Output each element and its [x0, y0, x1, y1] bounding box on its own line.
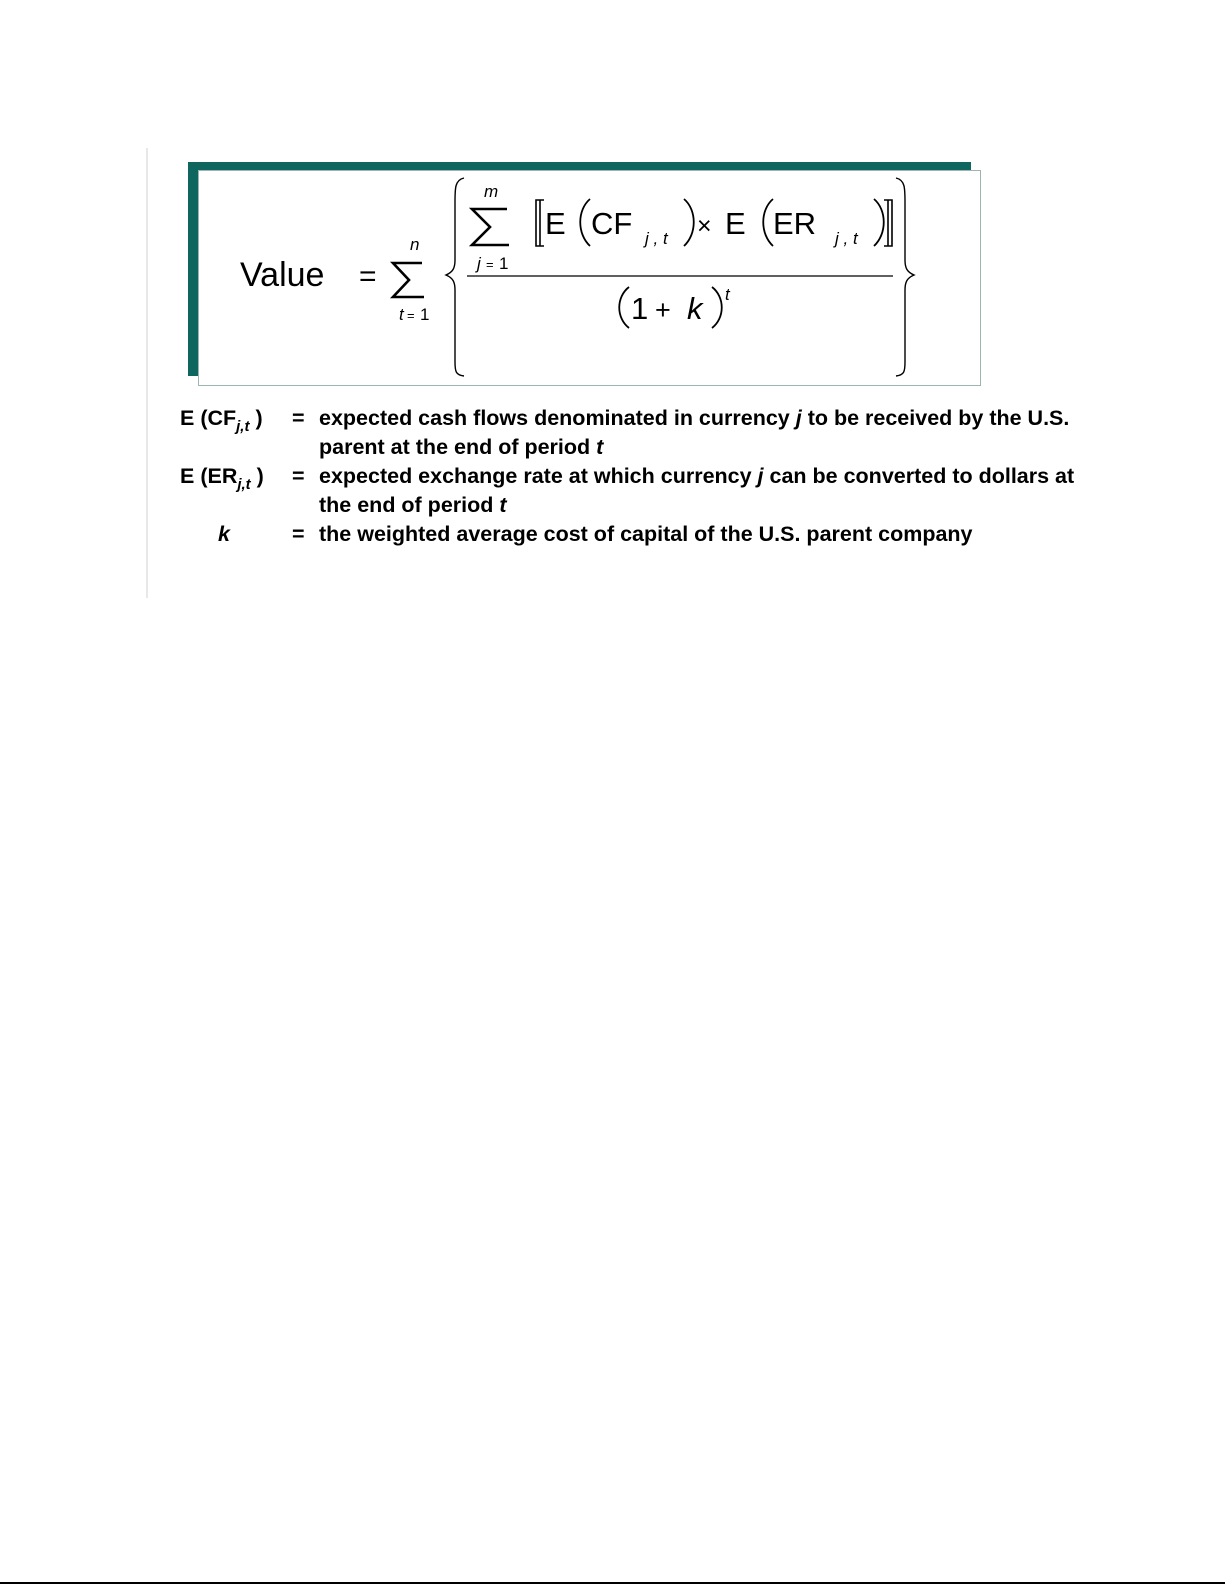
page-edge-shade — [146, 148, 148, 598]
definition-er — [180, 462, 1080, 520]
numerator-times: × — [697, 212, 712, 240]
left-paren-icon — [619, 287, 629, 328]
denominator-exponent: t — [725, 285, 730, 304]
left-curly-brace-icon — [446, 178, 464, 376]
valuation-formula — [188, 162, 982, 388]
right-paren-icon — [874, 199, 884, 246]
denominator-one: 1 — [631, 291, 649, 326]
definition-term: E ($ER_{j,t}$ ) — [180, 464, 264, 493]
definition-cf — [180, 404, 1080, 462]
page-bottom-rule — [0, 1582, 1225, 1584]
definition-description: expected exchange rate at which currency j can be converted to dollars at the end of period t — [319, 464, 1075, 517]
denominator-plus: + — [655, 295, 671, 325]
definition-equals: = — [292, 406, 305, 430]
numerator-er: ER — [773, 206, 817, 241]
definition-description: the weighted average cost of capital of the U.S. parent company — [319, 522, 973, 546]
right-curly-brace-icon — [896, 178, 914, 376]
inner-sum-lower-eq: = — [486, 257, 494, 272]
inner-sum-upper-limit: m — [484, 182, 499, 201]
outer-sigma-icon — [393, 263, 424, 297]
denominator-k: k — [687, 291, 703, 326]
formula-figure — [188, 162, 982, 388]
right-paren-icon — [712, 287, 722, 328]
left-paren-icon — [580, 199, 590, 246]
inner-sum-lower-var: j — [477, 254, 481, 273]
formula-lhs: Value — [240, 256, 325, 294]
numerator-er-subscript: j , t — [835, 229, 858, 248]
outer-sum-lower-eq: = — [407, 308, 415, 323]
definition-description: expected cash flows denominated in currency j to be received by the U.S. parent at the end of period t — [319, 406, 1070, 459]
outer-sum-upper-limit: n — [410, 235, 420, 254]
numerator-cf-subscript: j , t — [645, 229, 668, 248]
definition-term: E ($CF_{j,t}$ ) — [180, 406, 263, 435]
right-paren-icon — [684, 199, 694, 246]
outer-sum-lower-start: 1 — [420, 305, 430, 324]
definition-equals: = — [292, 464, 305, 488]
right-square-bracket-icon — [884, 200, 892, 246]
inner-sum-lower-start: 1 — [499, 254, 509, 273]
inner-sigma-icon — [472, 209, 509, 245]
numerator-cf: CF — [591, 206, 633, 241]
left-paren-icon — [763, 199, 773, 246]
formula-equals: = — [359, 260, 377, 293]
left-square-bracket-icon — [536, 200, 544, 246]
definition-equals: = — [292, 522, 305, 546]
outer-sum-lower-var: t — [399, 305, 404, 324]
definition-term: k — [218, 522, 230, 546]
numerator-e2: E — [725, 206, 746, 241]
definitions-list — [180, 404, 1080, 549]
definition-k — [180, 520, 1080, 549]
numerator-e1: E — [545, 206, 566, 241]
